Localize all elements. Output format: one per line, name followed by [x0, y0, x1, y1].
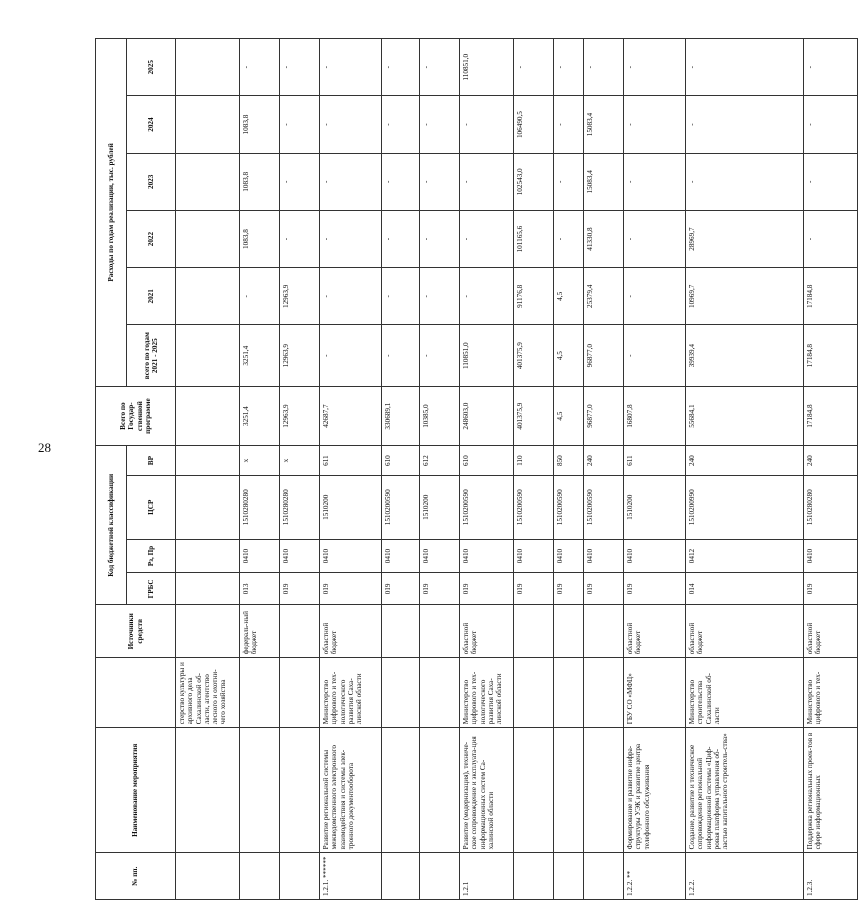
cell-total: 248603,0	[460, 386, 514, 445]
cell-csr: 1510200	[624, 475, 686, 539]
cell-total: 401375,9	[514, 386, 554, 445]
cell-vr: 611	[624, 446, 686, 476]
cell-y2025: -	[554, 39, 584, 96]
header-2023: 2023	[127, 153, 176, 210]
cell-source	[584, 605, 624, 658]
cell-y2023: -	[420, 153, 460, 210]
cell-vr: 610	[460, 446, 514, 476]
cell-y2022: -	[554, 210, 584, 267]
cell-source: областной бюджет	[460, 605, 514, 658]
cell-y2022: 1083,8	[240, 210, 280, 267]
cell-y2024: 15083,4	[584, 96, 624, 153]
cell-source: областной бюджет	[624, 605, 686, 658]
cell-grbs: 013	[240, 573, 280, 605]
header-expenses: Расходы по годам реализации, тыс. рублей	[96, 39, 127, 387]
cell-y2024: -	[554, 96, 584, 153]
cell-y2023: 102543,0	[514, 153, 554, 210]
cell-no	[554, 853, 584, 900]
cell-name	[554, 728, 584, 853]
cell-total	[176, 386, 240, 445]
cell-vr: 612	[420, 446, 460, 476]
cell-rzpr: 0410	[804, 539, 858, 573]
cell-csr: 1510280280	[240, 475, 280, 539]
cell-y2023: 15083,4	[584, 153, 624, 210]
cell-rzpr: 0410	[280, 539, 320, 573]
cell-y2021: -	[382, 268, 420, 325]
cell-total-years: 3251,4	[240, 325, 280, 386]
header-executor	[96, 658, 176, 728]
cell-executor	[584, 658, 624, 728]
cell-csr: 1510200590	[514, 475, 554, 539]
header-2022: 2022	[127, 210, 176, 267]
cell-vr: 110	[514, 446, 554, 476]
cell-name: Поддержка региональных проек-тов в сфере информационных	[804, 728, 858, 853]
cell-y2023: -	[554, 153, 584, 210]
cell-no	[176, 853, 240, 900]
cell-y2021: 10969,7	[686, 268, 804, 325]
cell-executor: Министерство строительства Сахалинской об-ласти	[686, 658, 804, 728]
cell-csr: 1510200	[420, 475, 460, 539]
table-row	[280, 39, 320, 900]
cell-csr: 1510200590	[554, 475, 584, 539]
cell-total: 3251,4	[240, 386, 280, 445]
cell-y2022	[176, 210, 240, 267]
cell-y2023: -	[804, 153, 858, 210]
cell-executor	[240, 658, 280, 728]
cell-total-years: 4,5	[554, 325, 584, 386]
cell-no: 1.2.3.	[804, 853, 858, 900]
header-no: № пп.	[96, 853, 176, 900]
cell-total: 16807,8	[624, 386, 686, 445]
cell-executor	[280, 658, 320, 728]
cell-y2021: -	[320, 268, 382, 325]
cell-executor: стерство культуры и архивного дела Сахалинской об-ласти, агентство лесного и охотни-чего хозяйства	[176, 658, 240, 728]
header-rzpr: Рз, Пр	[127, 539, 176, 573]
cell-total-years: 96877,0	[584, 325, 624, 386]
header-name: Наименование мероприятия	[96, 728, 176, 853]
cell-csr: 1510200590	[460, 475, 514, 539]
cell-rzpr: 0410	[420, 539, 460, 573]
cell-grbs: 019	[514, 573, 554, 605]
cell-grbs: 019	[320, 573, 382, 605]
cell-name	[514, 728, 554, 853]
cell-y2024: -	[460, 96, 514, 153]
cell-total: 330689,1	[382, 386, 420, 445]
cell-csr	[176, 475, 240, 539]
cell-y2023: -	[320, 153, 382, 210]
cell-executor	[514, 658, 554, 728]
cell-executor	[554, 658, 584, 728]
cell-source: областной бюджет	[804, 605, 858, 658]
cell-total: 10385,0	[420, 386, 460, 445]
header-total-program: Всего по Государ-ственной программе	[96, 386, 176, 445]
cell-source: областной бюджет	[686, 605, 804, 658]
cell-y2024: -	[624, 96, 686, 153]
cell-rzpr: 0410	[320, 539, 382, 573]
cell-name	[420, 728, 460, 853]
cell-name	[280, 728, 320, 853]
cell-source	[514, 605, 554, 658]
cell-csr: 1510280280	[280, 475, 320, 539]
cell-vr: х	[240, 446, 280, 476]
cell-y2023	[176, 153, 240, 210]
cell-total-years	[176, 325, 240, 386]
cell-source: федераль-ный бюджет	[240, 605, 280, 658]
cell-y2021	[176, 268, 240, 325]
table-row	[420, 39, 460, 900]
cell-rzpr: 0410	[554, 539, 584, 573]
cell-y2021: 91176,8	[514, 268, 554, 325]
cell-executor: Министерство цифрового и тех-нологического развития Саха-линской области	[320, 658, 382, 728]
cell-rzpr	[176, 539, 240, 573]
cell-source: областной бюджет	[320, 605, 382, 658]
cell-vr: 611	[320, 446, 382, 476]
table-row	[686, 39, 804, 900]
cell-grbs: 019	[420, 573, 460, 605]
cell-name: Развитие региональной системы межведомственного электронного взаимодействия и системы элек-тронного документооборота	[320, 728, 382, 853]
cell-y2022: -	[624, 210, 686, 267]
cell-rzpr: 0410	[584, 539, 624, 573]
cell-y2023: -	[460, 153, 514, 210]
cell-csr: 1510200990	[686, 475, 804, 539]
rotated-table-wrapper	[95, 38, 823, 900]
page-number: 28	[38, 440, 51, 455]
table-row	[460, 39, 514, 900]
cell-total-years: -	[624, 325, 686, 386]
cell-grbs: 014	[686, 573, 804, 605]
cell-y2021: -	[240, 268, 280, 325]
cell-grbs	[176, 573, 240, 605]
cell-y2025: -	[280, 39, 320, 96]
cell-y2021: -	[624, 268, 686, 325]
cell-y2025	[176, 39, 240, 96]
cell-no	[420, 853, 460, 900]
cell-grbs: 019	[382, 573, 420, 605]
cell-y2024: -	[686, 96, 804, 153]
cell-vr: 240	[804, 446, 858, 476]
cell-grbs: 019	[584, 573, 624, 605]
cell-y2022: 41330,8	[584, 210, 624, 267]
header-grbs: ГРБС	[127, 573, 176, 605]
cell-total-years: 39939,4	[686, 325, 804, 386]
cell-total: 42687,7	[320, 386, 382, 445]
cell-no	[514, 853, 554, 900]
table-row	[554, 39, 584, 900]
cell-y2022: -	[320, 210, 382, 267]
cell-grbs: 019	[280, 573, 320, 605]
cell-name	[176, 728, 240, 853]
cell-total: 17184,8	[804, 386, 858, 445]
cell-y2024: -	[382, 96, 420, 153]
cell-vr	[176, 446, 240, 476]
cell-no	[382, 853, 420, 900]
cell-no: 1.2.1. ******	[320, 853, 382, 900]
cell-y2022: 28969,7	[686, 210, 804, 267]
cell-y2022: -	[382, 210, 420, 267]
table-row	[624, 39, 686, 900]
header-budget-code: Код бюджетной классификации	[96, 446, 127, 605]
cell-y2025: -	[420, 39, 460, 96]
cell-source	[554, 605, 584, 658]
cell-csr: 1510200590	[382, 475, 420, 539]
cell-source	[280, 605, 320, 658]
cell-no	[584, 853, 624, 900]
header-csr: ЦСР	[127, 475, 176, 539]
cell-csr: 1510200	[320, 475, 382, 539]
cell-y2023: 1083,8	[240, 153, 280, 210]
cell-y2021: -	[420, 268, 460, 325]
cell-y2021: 4,5	[554, 268, 584, 325]
cell-y2024: -	[804, 96, 858, 153]
table-row	[804, 39, 858, 900]
cell-no: 1.2.1	[460, 853, 514, 900]
cell-y2025: -	[240, 39, 280, 96]
cell-y2025: -	[804, 39, 858, 96]
cell-no	[240, 853, 280, 900]
header-2025: 2025	[127, 39, 176, 96]
header-vr: ВР	[127, 446, 176, 476]
cell-y2021: 12963,9	[280, 268, 320, 325]
cell-y2024: 1083,8	[240, 96, 280, 153]
cell-executor: Министерство цифрового и тех-	[804, 658, 858, 728]
cell-vr: 610	[382, 446, 420, 476]
table-row	[240, 39, 280, 900]
cell-rzpr: 0410	[514, 539, 554, 573]
cell-total-years: -	[382, 325, 420, 386]
cell-y2023: -	[624, 153, 686, 210]
cell-executor: ГБУ СО «МФЦ»	[624, 658, 686, 728]
cell-total: 55684,1	[686, 386, 804, 445]
cell-y2025: -	[686, 39, 804, 96]
cell-name	[240, 728, 280, 853]
cell-vr: 240	[686, 446, 804, 476]
cell-executor	[382, 658, 420, 728]
cell-y2025: -	[320, 39, 382, 96]
cell-executor	[420, 658, 460, 728]
cell-y2023: -	[686, 153, 804, 210]
cell-no: 1.2.2. **	[624, 853, 686, 900]
cell-rzpr: 0410	[382, 539, 420, 573]
table-row	[584, 39, 624, 900]
cell-grbs: 019	[460, 573, 514, 605]
cell-grbs: 019	[554, 573, 584, 605]
cell-y2022: -	[280, 210, 320, 267]
rotated-sheet	[95, 38, 823, 900]
cell-vr: х	[280, 446, 320, 476]
cell-y2025: -	[624, 39, 686, 96]
budget-table	[95, 38, 858, 900]
cell-total: 4,5	[554, 386, 584, 445]
cell-name: Формирование и развитие инфра-структуры УЭК и развитие центра телефонного обслуживания	[624, 728, 686, 853]
cell-csr: 1510200590	[584, 475, 624, 539]
cell-grbs: 019	[624, 573, 686, 605]
cell-total-years: -	[420, 325, 460, 386]
cell-name	[584, 728, 624, 853]
cell-y2022: -	[804, 210, 858, 267]
cell-y2021: -	[460, 268, 514, 325]
cell-no	[280, 853, 320, 900]
cell-total: 96877,0	[584, 386, 624, 445]
cell-y2025: -	[382, 39, 420, 96]
cell-vr: 240	[584, 446, 624, 476]
table-row	[176, 39, 240, 900]
cell-y2025: -	[514, 39, 554, 96]
cell-rzpr: 0410	[240, 539, 280, 573]
table-row	[382, 39, 420, 900]
table-row	[514, 39, 554, 900]
cell-y2023: -	[280, 153, 320, 210]
cell-total-years: -	[320, 325, 382, 386]
cell-y2025: 110851,0	[460, 39, 514, 96]
cell-executor: Министерство цифрового и тех-нологического развития Саха-линской области	[460, 658, 514, 728]
table-body	[176, 39, 858, 900]
cell-csr: 1510280280	[804, 475, 858, 539]
cell-y2024: -	[320, 96, 382, 153]
cell-y2022: -	[460, 210, 514, 267]
cell-y2023: -	[382, 153, 420, 210]
cell-rzpr: 0410	[460, 539, 514, 573]
cell-grbs: 019	[804, 573, 858, 605]
cell-name: Развитие (модернизация), техниче-ское сопровождение и эксплуата-ция информационных систем Са-халинской области	[460, 728, 514, 853]
header-source: Источники средств	[96, 605, 176, 658]
header-2021: 2021	[127, 268, 176, 325]
cell-source	[420, 605, 460, 658]
cell-total-years: 12963,9	[280, 325, 320, 386]
cell-vr: 850	[554, 446, 584, 476]
table-row	[320, 39, 382, 900]
cell-no: 1.2.2.	[686, 853, 804, 900]
cell-source	[176, 605, 240, 658]
cell-y2021: 17184,8	[804, 268, 858, 325]
cell-total-years: 17184,8	[804, 325, 858, 386]
cell-source	[382, 605, 420, 658]
cell-total-years: 110851,0	[460, 325, 514, 386]
cell-y2024: 106490,5	[514, 96, 554, 153]
cell-y2021: 25379,4	[584, 268, 624, 325]
cell-name	[382, 728, 420, 853]
header-total-years: всего по годам 2021 - 2025	[127, 325, 176, 386]
cell-y2022: 101165,6	[514, 210, 554, 267]
cell-y2022: -	[420, 210, 460, 267]
cell-name: Создание, развитие и техническое сопровождение региональной информационной системы «Циф-ровая платформа управления об-ластью капитального строитель-ства»	[686, 728, 804, 853]
cell-total-years: 401375,9	[514, 325, 554, 386]
cell-y2024: -	[280, 96, 320, 153]
cell-total: 12963,9	[280, 386, 320, 445]
header-2024: 2024	[127, 96, 176, 153]
cell-rzpr: 0412	[686, 539, 804, 573]
cell-y2024: -	[420, 96, 460, 153]
cell-rzpr: 0410	[624, 539, 686, 573]
cell-y2024	[176, 96, 240, 153]
cell-y2025: -	[584, 39, 624, 96]
